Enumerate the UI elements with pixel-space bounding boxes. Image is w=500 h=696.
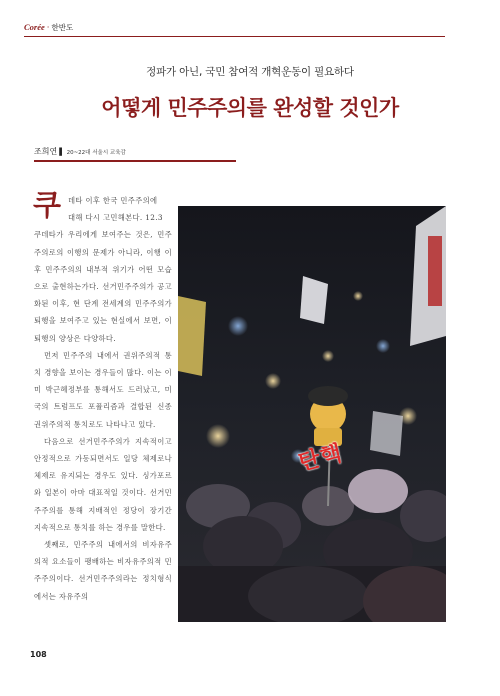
paragraph: 다음으로 선거민주주의가 지속적이고 안정적으로 가동되면서도 일당 체제로나 체제로 유지되는 경우도 있다. 싱가포르와 일본이 아마 대표적일 것이다. 선거민주주의를 통해 지배적인 정당이 장기간 지속적으로 통치를 하는 경우를 말한다. xyxy=(34,436,172,532)
drop-cap: 쿠 xyxy=(33,188,62,222)
brand-name: Corée xyxy=(24,22,45,32)
protest-sign-text: 탄핵 xyxy=(296,440,346,476)
article-body xyxy=(33,188,172,605)
page-number: 108 xyxy=(30,650,47,659)
second-line: 대해 다시 고민해본다. 12.3 xyxy=(68,213,163,223)
section-name: 한반도 xyxy=(51,23,74,32)
author-name: 조희연 xyxy=(34,147,58,156)
paragraph: 먼저 민주주의 내에서 권위주의적 통치 경향을 보이는 경우들이 많다. 이는 이미 박근혜정부를 통해서도 드러났고, 미국의 트럼프도 포퓰리즘과 결합된 신종 권위주의적 통치로도 나타나고 있다. xyxy=(34,350,172,429)
first-line: 데타 이후 한국 민주주의에 xyxy=(68,196,158,205)
separator-dot: · xyxy=(46,23,50,33)
running-header xyxy=(24,20,480,36)
author-line xyxy=(34,146,126,157)
first-paragraph xyxy=(33,188,172,347)
author-rule xyxy=(34,160,236,162)
first-paragraph-rest: 쿠데타가 우리에게 보여주는 것은, 민주주의로의 이행의 문제가 아니라, 이행 이후 민주주의의 내부적 위기가 어떤 모습으로 출현하는가다. 선거민주주의가 공고화된 이후, 현 단계 전세계의 민주주의가 퇴행을 보여주고 있는 현실에서 보면, 이 퇴행의 양상은 다양하다. xyxy=(34,230,172,343)
author-marker: ▌ xyxy=(59,148,65,156)
paragraph: 셋째로, 민주주의 내에서의 비자유주의적 요소들이 팽배하는 비자유주의적 민주주의이다. 선거민주주의라는 정치형식에서는 자유주의 xyxy=(34,540,172,601)
article-subtitle: 정파가 아닌, 국민 참여적 개혁운동이 필요하다 xyxy=(146,66,354,78)
protest-photo-illustration xyxy=(178,206,446,622)
protest-photo xyxy=(178,206,446,622)
section-label xyxy=(24,20,73,35)
author-affiliation: 20~22대 서울시 교육감 xyxy=(66,150,126,156)
article-title: 어떻게 민주주의를 완성할 것인가 xyxy=(101,96,399,120)
header-rule xyxy=(24,36,445,37)
